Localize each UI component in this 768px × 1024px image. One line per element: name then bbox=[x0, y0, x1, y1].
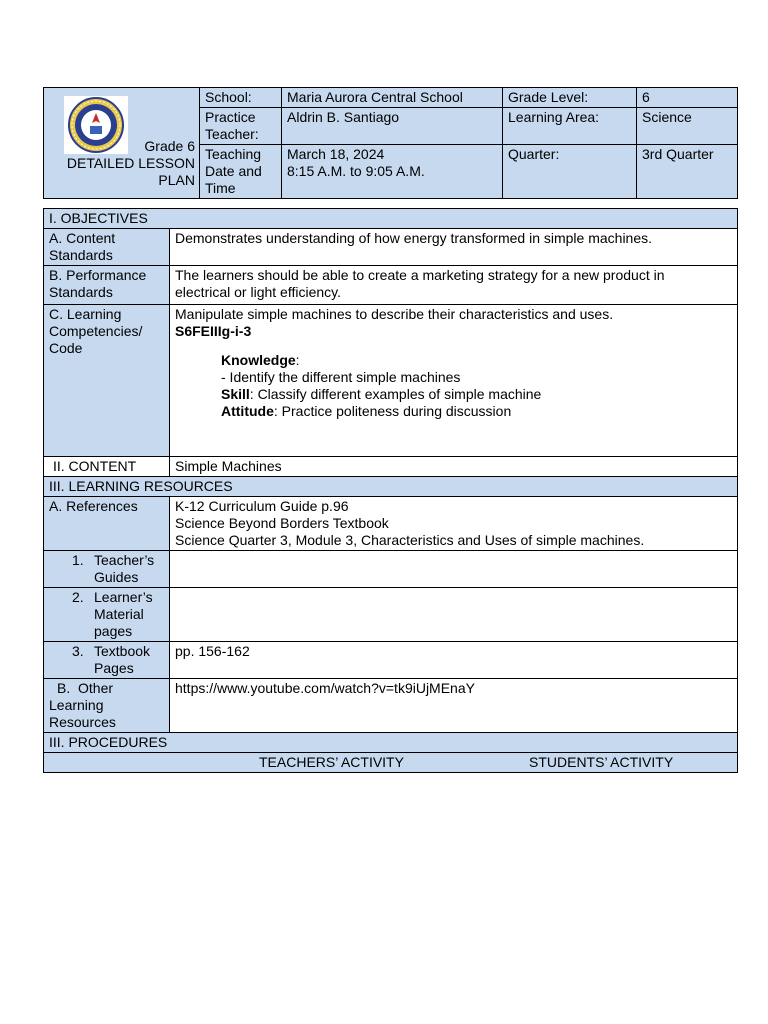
date-label-line: Time bbox=[205, 180, 236, 196]
school-value: Maria Aurora Central School bbox=[282, 88, 503, 108]
other-resources-link[interactable]: https://www.youtube.com/watch?v=tk9iUjMEnaY bbox=[170, 679, 738, 733]
content-value: Simple Machines bbox=[170, 457, 738, 477]
learners-material-value bbox=[170, 588, 738, 642]
plan-title bbox=[67, 138, 195, 189]
date-value: March 18, 2024 bbox=[287, 146, 385, 162]
date-label-line: Date and bbox=[205, 163, 262, 179]
procedures-columns-row bbox=[44, 753, 738, 773]
plan-title-line: DETAILED LESSON bbox=[66, 155, 195, 171]
learning-competencies-label bbox=[44, 305, 170, 457]
objectives-heading: I. OBJECTIVES bbox=[44, 209, 738, 229]
plan-title-line: Grade 6 bbox=[144, 138, 195, 154]
label-line: Textbook bbox=[94, 643, 151, 659]
learning-area-label: Learning Area: bbox=[503, 108, 637, 145]
time-value: 8:15 A.M. to 9:05 A.M. bbox=[287, 163, 425, 179]
label-line: A. Content bbox=[49, 230, 116, 246]
label-line: B. Other bbox=[57, 680, 114, 696]
logo-title-cell bbox=[44, 88, 200, 199]
label-line: Learner’s bbox=[94, 589, 153, 605]
header-table bbox=[43, 87, 738, 199]
teacher-label-line: Teacher: bbox=[205, 126, 259, 142]
competencies-text: Manipulate simple machines to describe their characteristics and uses. bbox=[175, 306, 614, 322]
reference-line: K-12 Curriculum Guide p.96 bbox=[175, 498, 349, 514]
skill-line bbox=[175, 386, 732, 403]
grade-level-label: Grade Level: bbox=[503, 88, 637, 108]
label-line: Resources bbox=[49, 714, 116, 730]
knowledge-label: Knowledge bbox=[221, 352, 296, 368]
list-number: 1. bbox=[72, 552, 84, 568]
value-line: electrical or light efficiency. bbox=[175, 284, 341, 300]
quarter-value: 3rd Quarter bbox=[637, 145, 738, 199]
teachers-guides-value bbox=[170, 551, 738, 588]
label-line: Guides bbox=[94, 569, 139, 585]
other-resources-label bbox=[44, 679, 170, 733]
label-line: Code bbox=[49, 340, 83, 356]
teachers-activity-header: TEACHERS’ ACTIVITY bbox=[259, 754, 404, 770]
lesson-table bbox=[43, 208, 738, 773]
reference-line: Science Quarter 3, Module 3, Characteristics and Uses of simple machines. bbox=[175, 532, 645, 548]
textbook-pages-value: pp. 156-162 bbox=[170, 642, 738, 679]
knowledge-value: - Identify the different simple machines bbox=[221, 369, 461, 385]
teacher-label-line: Practice bbox=[205, 109, 256, 125]
learning-competencies-value bbox=[170, 305, 738, 457]
date-label bbox=[200, 145, 282, 199]
competencies-code: S6FEIIIg-i-3 bbox=[175, 323, 252, 339]
performance-standards-label bbox=[44, 266, 170, 305]
performance-standards-value bbox=[170, 266, 738, 305]
label-line: Learning bbox=[49, 697, 104, 713]
grade-level-value: 6 bbox=[637, 88, 738, 108]
label-line: B. Performance bbox=[49, 267, 147, 283]
content-standards-label bbox=[44, 229, 170, 266]
learning-resources-heading: III. LEARNING RESOURCES bbox=[44, 477, 738, 497]
list-number: 3. bbox=[72, 643, 84, 659]
label-line: C. Learning bbox=[49, 306, 122, 322]
attitude-label: Attitude bbox=[221, 403, 274, 419]
label-line: Standards bbox=[49, 247, 113, 263]
value-line: The learners should be able to create a marketing strategy for a new product in bbox=[175, 267, 665, 283]
learning-area-value: Science bbox=[637, 108, 738, 145]
skill-value: : Classify different examples of simple machine bbox=[249, 386, 542, 402]
references-label: A. References bbox=[44, 497, 170, 551]
teacher-value: Aldrin B. Santiago bbox=[282, 108, 503, 145]
plan-title-line: PLAN bbox=[158, 172, 195, 188]
label-line: Standards bbox=[49, 284, 113, 300]
references-value bbox=[170, 497, 738, 551]
attitude-value: : Practice politeness during discussion bbox=[273, 403, 512, 419]
skill-label: Skill bbox=[221, 386, 250, 402]
quarter-label: Quarter: bbox=[503, 145, 637, 199]
date-time-value bbox=[282, 145, 503, 199]
content-standards-value: Demonstrates understanding of how energy transformed in simple machines. bbox=[170, 229, 738, 266]
label-line: pages bbox=[94, 623, 133, 639]
label-line: Material bbox=[94, 606, 144, 622]
learners-material-label bbox=[44, 588, 170, 642]
date-label-line: Teaching bbox=[205, 146, 262, 162]
teachers-guides-label bbox=[44, 551, 170, 588]
list-number: 2. bbox=[72, 589, 84, 605]
reference-line: Science Beyond Borders Textbook bbox=[175, 515, 389, 531]
students-activity-header: STUDENTS’ ACTIVITY bbox=[529, 754, 674, 770]
label-line: Pages bbox=[94, 660, 134, 676]
teacher-label bbox=[200, 108, 282, 145]
knowledge-line: Knowledge: bbox=[221, 352, 300, 368]
label-line: Teacher’s bbox=[94, 552, 155, 568]
textbook-pages-label bbox=[44, 642, 170, 679]
content-heading: II. CONTENT bbox=[44, 457, 170, 477]
attitude-line bbox=[175, 403, 732, 420]
procedures-heading: III. PROCEDURES bbox=[44, 733, 738, 753]
school-label: School: bbox=[200, 88, 282, 108]
label-line: Competencies/ bbox=[49, 323, 143, 339]
